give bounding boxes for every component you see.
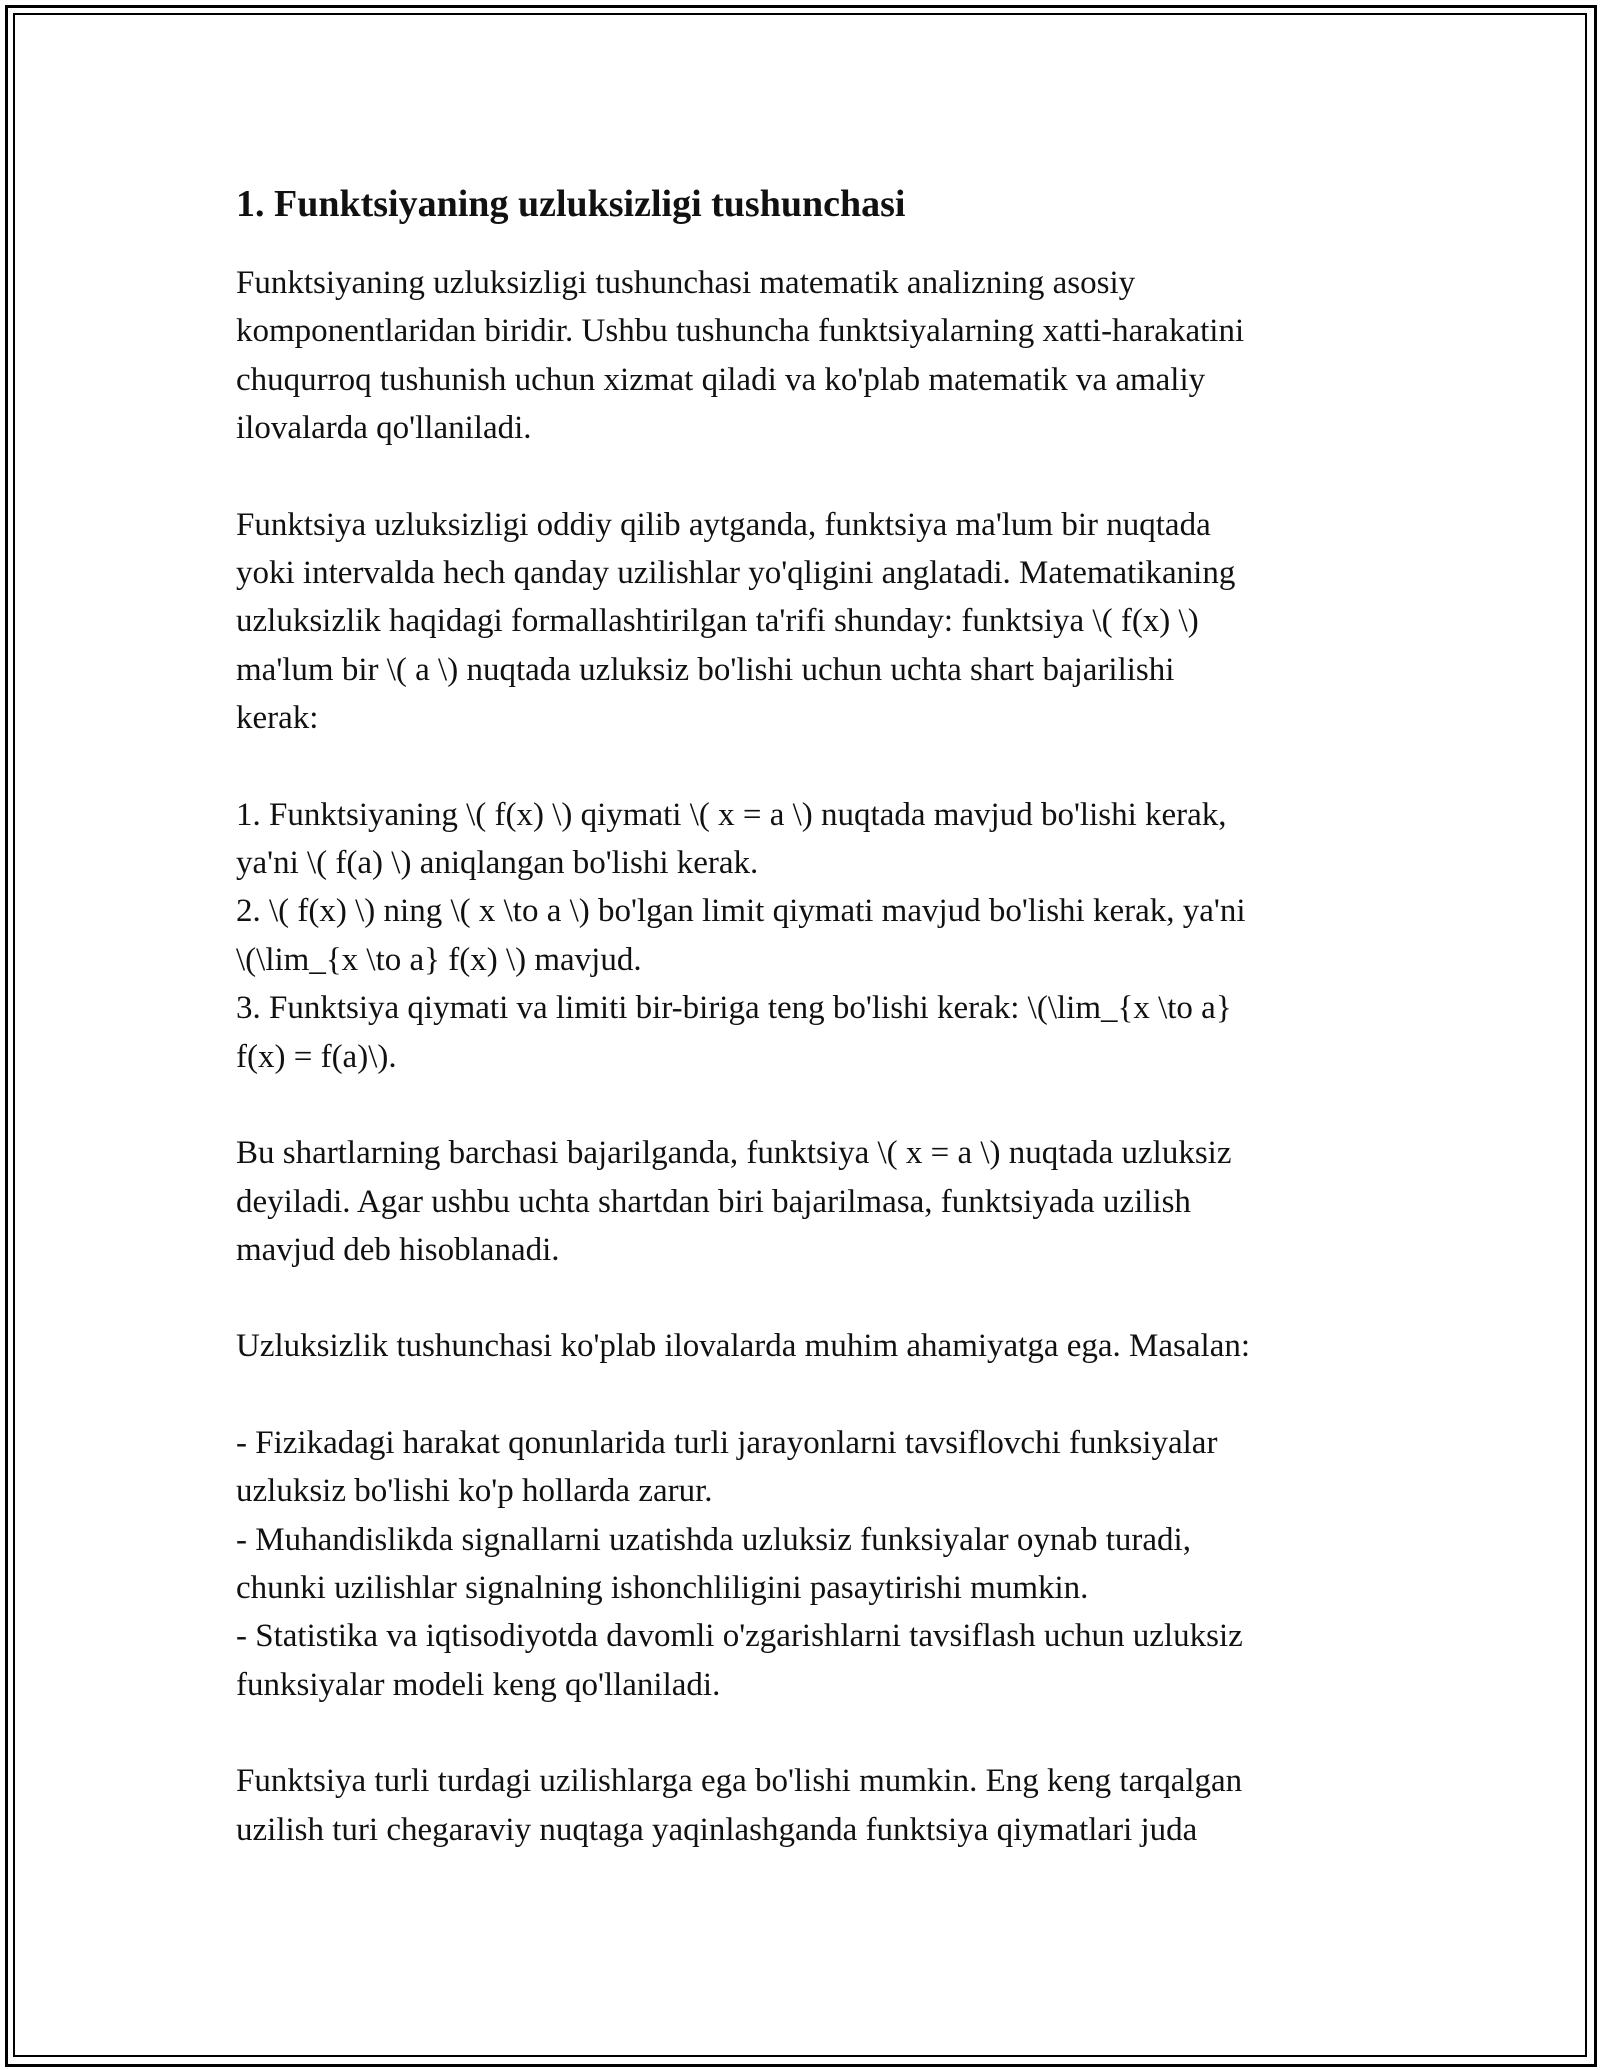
text-line: 3. Funktsiya qiymati va limiti bir-biriga teng bo'lishi kerak: \(\lim_{x \to a} <box>236 990 1232 1027</box>
text-line: f(x) = f(a)\). <box>236 1038 397 1075</box>
text-line: Uzluksizlik tushunchasi ko'plab ilovalarda muhim ahamiyatga ega. Masalan: <box>236 1328 1251 1365</box>
text-line: uzluksizlik haqidagi formallashtirilgan ta'rifi shunday: funktsiya \( f(x) \) <box>236 603 1199 640</box>
text-line: chunki uzilishlar signalning ishonchliligini pasaytirishi mumkin. <box>236 1569 1089 1606</box>
text-line: \(\lim_{x \to a} f(x) \) mavjud. <box>236 941 642 978</box>
text-line: Funktsiyaning uzluksizligi tushunchasi matematik analizning asosiy <box>236 265 1136 301</box>
text-line: 2. \( f(x) \) ning \( x \to a \) bo'lgan limit qiymati mavjud bo'lishi kerak, ya'ni <box>236 893 1246 930</box>
paragraph <box>236 1129 1396 1274</box>
text-line: yoki intervalda hech qanday uzilishlar yo'qligini anglatadi. Matematikaning <box>236 555 1236 592</box>
text-line: mavjud deb hisoblanadi. <box>236 1231 560 1268</box>
paragraph <box>236 1322 1396 1370</box>
text-line: 1. Funktsiyaning \( f(x) \) qiymati \( x = a \) nuqtada mavjud bo'lishi kerak, <box>236 796 1227 833</box>
paragraph <box>236 791 1396 1081</box>
section-heading: 1. Funktsiyaning uzluksizligi tushunchasi <box>236 183 906 225</box>
text-line: deyiladi. Agar ushbu uchta shartdan biri bajarilmasa, funktsiyada uzilish <box>236 1183 1191 1220</box>
document-body <box>236 180 1396 1854</box>
text-line: - Muhandislikda signallarni uzatishda uzluksiz funksiyalar oynab turadi, <box>236 1521 1191 1558</box>
text-line: kerak: <box>236 700 319 737</box>
text-line: - Statistika va iqtisodiyotda davomli o'zgarishlarni tavsiflash uchun uzluksiz <box>236 1618 1243 1655</box>
paragraph <box>236 1419 1396 1709</box>
text-line: Funktsiya uzluksizligi oddiy qilib aytganda, funktsiya ma'lum bir nuqtada <box>236 506 1211 543</box>
text-line: - Fizikadagi harakat qonunlarida turli jarayonlarni tavsiflovchi funksiyalar <box>236 1424 1218 1461</box>
paragraph <box>236 259 1396 453</box>
paragraph-list <box>236 259 1396 1854</box>
paragraph <box>236 501 1396 743</box>
text-line: chuqurroq tushunish uchun xizmat qiladi va ko'plab matematik va amaliy <box>236 361 1206 398</box>
text-line: Bu shartlarning barchasi bajarilganda, funktsiya \( x = a \) nuqtada uzluksiz <box>236 1135 1232 1172</box>
paragraph <box>236 1757 1396 1854</box>
text-line: uzluksiz bo'lishi ko'p hollarda zarur. <box>236 1473 713 1510</box>
text-line: Funktsiya turli turdagi uzilishlarga ega bo'lishi mumkin. Eng keng tarqalgan <box>236 1763 1243 1800</box>
text-line: ma'lum bir \( a \) nuqtada uzluksiz bo'lishi uchun uchta shart bajarilishi <box>236 651 1175 688</box>
text-line: ya'ni \( f(a) \) aniqlangan bo'lishi kerak. <box>236 845 759 882</box>
text-line: funksiyalar modeli keng qo'llaniladi. <box>236 1666 721 1703</box>
text-line: ilovalarda qo'llaniladi. <box>236 410 532 447</box>
text-line: komponentlaridan biridir. Ushbu tushuncha funktsiyalarning xatti-harakatini <box>236 313 1245 350</box>
text-line: uzilish turi chegaraviy nuqtaga yaqinlashganda funktsiya qiymatlari juda <box>236 1811 1198 1848</box>
